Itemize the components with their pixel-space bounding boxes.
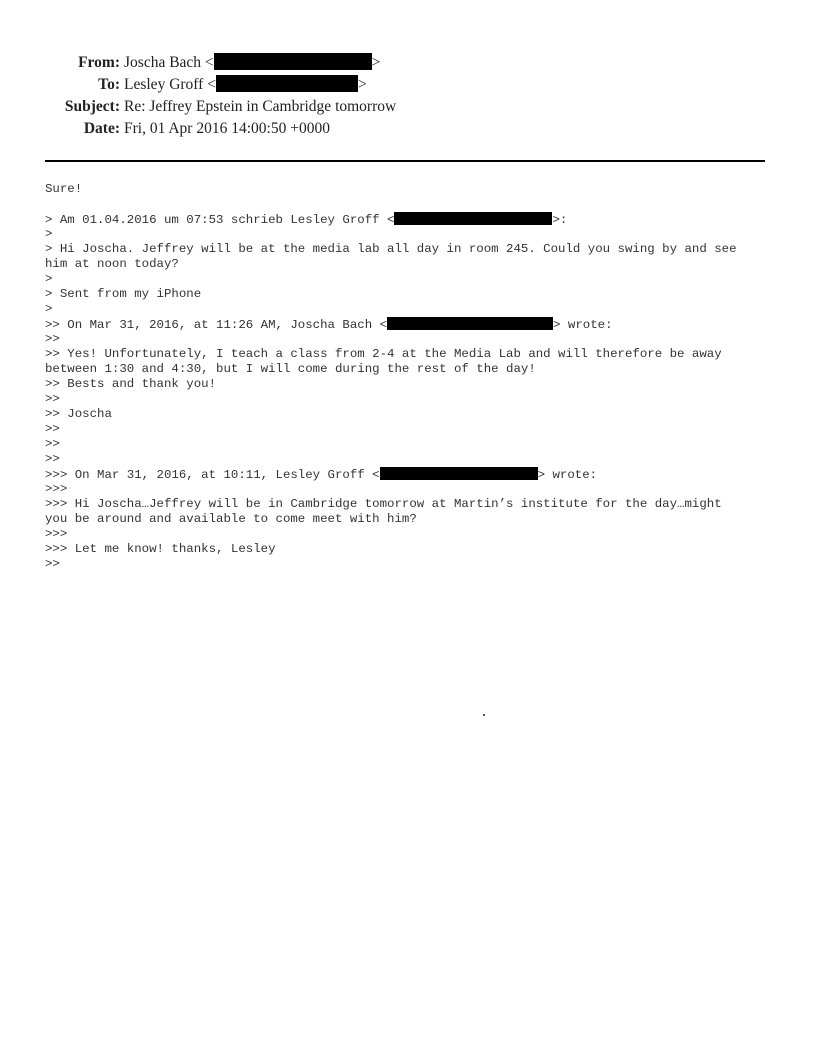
subject-value: Re: Jeffrey Epstein in Cambridge tomorrow — [124, 98, 397, 115]
body-line: >> — [45, 422, 60, 436]
quote-header-line — [45, 317, 775, 332]
body-line: >> Bests and thank you! — [45, 377, 217, 391]
body-line: >>> — [45, 482, 68, 496]
quote-header-close: > wrote: — [553, 318, 613, 332]
body-line: >> Joscha — [45, 407, 112, 421]
to-value — [124, 74, 367, 96]
email-header — [0, 52, 816, 140]
quote-header-text: >> On Mar 31, 2016, at 11:26 AM, Joscha Bach < — [45, 318, 388, 332]
body-line: >> — [45, 557, 60, 571]
redaction-bar — [387, 317, 553, 330]
from-name: Joscha Bach < — [124, 54, 214, 71]
from-close: > — [371, 54, 381, 71]
email-body — [45, 182, 775, 572]
redaction-bar — [394, 212, 552, 225]
quote-header-line — [45, 467, 775, 482]
body-line: >> — [45, 332, 60, 346]
body-line: >> Yes! Unfortunately, I teach a class from 2-4 at the Media Lab and will therefore be away — [45, 347, 722, 361]
redaction-bar — [216, 75, 358, 92]
redaction-bar — [380, 467, 538, 480]
body-line: him at noon today? — [45, 257, 179, 271]
from-label: From: — [78, 54, 120, 71]
body-line: >>> — [45, 527, 68, 541]
date-label: Date: — [83, 120, 120, 137]
subject-row — [0, 96, 816, 118]
to-label: To: — [98, 76, 120, 93]
body-line: >> — [45, 437, 60, 451]
to-row — [0, 74, 816, 96]
body-line: Sure! — [45, 182, 83, 196]
to-name: Lesley Groff < — [124, 76, 216, 93]
from-row — [0, 52, 816, 74]
header-divider — [45, 160, 765, 162]
quote-header-line — [45, 212, 775, 227]
stray-mark — [483, 714, 485, 716]
body-line: you be around and available to come meet with him? — [45, 512, 417, 526]
body-line: > — [45, 227, 53, 241]
quote-header-close: > wrote: — [537, 468, 598, 482]
body-line: >> — [45, 452, 60, 466]
body-line: >> — [45, 392, 60, 406]
body-line: > — [45, 272, 53, 286]
blank-line — [45, 197, 775, 212]
quote-header-text: > Am 01.04.2016 um 07:53 schrieb Lesley Groff < — [45, 213, 395, 227]
subject-label: Subject: — [64, 98, 120, 115]
body-line: > Hi Joscha. Jeffrey will be at the media lab all day in room 245. Could you swing by and see — [45, 242, 737, 256]
redaction-bar — [214, 53, 372, 70]
body-line: > Sent from my iPhone — [45, 287, 202, 301]
body-line: >>> Hi Joscha…Jeffrey will be in Cambridge tomorrow at Martin’s institute for the day…might — [45, 497, 722, 511]
to-close: > — [357, 76, 367, 93]
quote-header-close: >: — [552, 213, 568, 227]
date-value: Fri, 01 Apr 2016 14:00:50 +0000 — [124, 120, 330, 137]
body-line: >>> Let me know! thanks, Lesley — [45, 542, 276, 556]
body-line: > — [45, 302, 53, 316]
from-value — [124, 52, 380, 74]
quote-header-text: >>> On Mar 31, 2016, at 10:11, Lesley Groff < — [45, 468, 380, 482]
body-line: between 1:30 and 4:30, but I will come during the rest of the day! — [45, 362, 536, 376]
date-row — [0, 118, 816, 140]
